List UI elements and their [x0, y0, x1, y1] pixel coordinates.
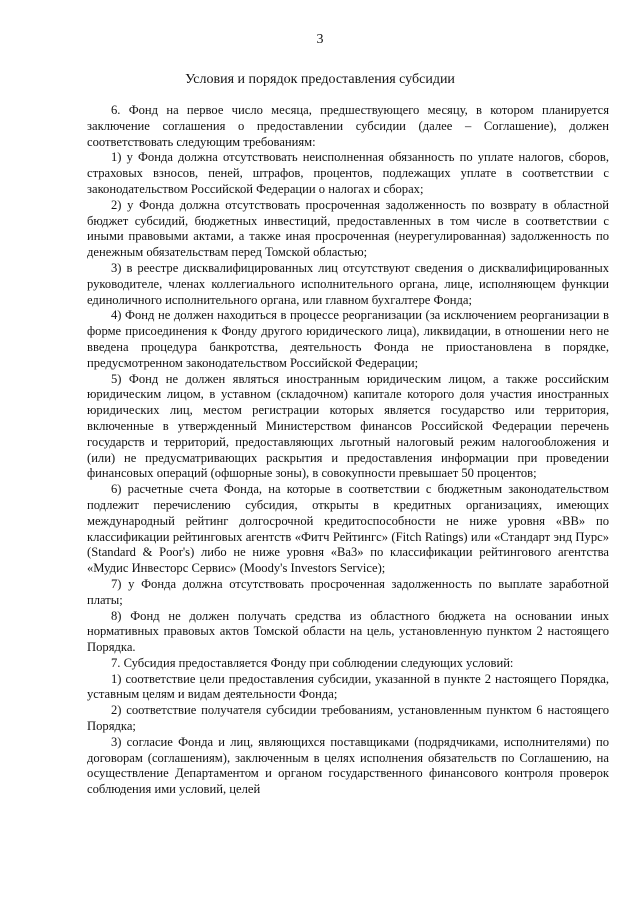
paragraph-6-item-4: 4) Фонд не должен находиться в процессе реорганизации (за исключением реорганизации в форме присоединения к Фонду другого юридического лица), ликвидации, в отношении него не введена процедура банкротства, деятельность Фонда не приостановлена в порядке, предусмотренном законодательством Российской Федерации;	[87, 308, 609, 370]
paragraph-6-item-5: 5) Фонд не должен являться иностранным юридическим лицом, а также российским юридическим лицом, в уставном (складочном) капитале которого доля участия иностранных юридических лиц, местом регистрации которых является государство или территория, включенные в утвержденный Министерством финансов Российской Федерации перечень государств и территорий, предоставляющих льготный налоговый режим налогообложения и (или) не предусматривающих раскрытия и предоставления информации при проведении финансовых операций (офшорные зоны), в совокупности превышает 50 процентов;	[87, 371, 609, 481]
paragraph-7: 7. Субсидия предоставляется Фонду при соблюдении следующих условий:	[111, 655, 514, 670]
paragraph-6: 6. Фонд на первое число месяца, предшествующего месяцу, в котором планируется заключение соглашения о предоставлении субсидии (далее – Соглашение), должен соответствовать следующим требованиям:	[87, 103, 609, 149]
paragraph-6-item-3: 3) в реестре дисквалифицированных лиц отсутствуют сведения о дисквалифицированных руководителе, членах коллегиального исполнительного органа, лице, исполняющем функции единоличного исполнительного органа, или главном бухгалтере Фонда;	[87, 260, 609, 307]
paragraph-6-item-7: 7) у Фонда должна отсутствовать просроченная задолженность по выплате заработной платы;	[87, 576, 609, 607]
paragraph-7-item-3: 3) согласие Фонда и лиц, являющихся поставщиками (подрядчиками, исполнителями) по договорам (соглашениям), заключенным в целях исполнения обязательств по Соглашению, на осуществление Департаментом и органом государственного финансового контроля проверок соблюдения ими условий, целей	[87, 734, 609, 797]
paragraph-6-item-8: 8) Фонд не должен получать средства из областного бюджета на основании иных нормативных правовых актов Томской области на цель, установленную пунктом 2 настоящего Порядка.	[87, 608, 609, 655]
section-title: Условия и порядок предоставления субсидии	[185, 72, 455, 87]
document-body	[87, 103, 609, 798]
paragraph-7-item-1: 1) соответствие цели предоставления субсидии, указанной в пункте 2 настоящего Порядка, уставным целям и видам деятельности Фонда;	[87, 671, 609, 702]
paragraph-6-item-6: 6) расчетные счета Фонда, на которые в соответствии с бюджетным законодательством подлежит перечислению субсидия, открыты в кредитных организациях, имеющих международный рейтинг долгосрочной кредитоспособности не ниже уровня «ВВ» по классификации рейтинговых агентств «Фитч Рейтингс» (Fitch Ratings) или «Стандарт энд Пурс» (Standard & Poor's) либо не ниже уровня «Ва3» по классификации рейтингового агентства «Мудис Инвесторс Сервис» (Moody's Investors Service);	[87, 482, 609, 576]
paragraph-6-item-2: 2) у Фонда должна отсутствовать просроченная задолженность по возврату в областной бюджет субсидий, бюджетных инвестиций, предоставленных в том числе в соответствии с иными правовыми актами, а также иная просроченная (неурегулированная) задолженность по денежным обязательствам перед Томской областью;	[87, 197, 609, 260]
paragraph-6-item-1: 1) у Фонда должна отсутствовать неисполненная обязанность по уплате налогов, сборов, страховых взносов, пеней, штрафов, процентов, подлежащих уплате в соответствии с законодательством Российской Федерации о налогах и сборах;	[87, 150, 609, 196]
page-number: 3	[316, 32, 324, 47]
paragraph-7-item-2: 2) соответствие получателя субсидии требованиям, установленным пунктом 6 настоящего Порядка;	[87, 703, 609, 734]
